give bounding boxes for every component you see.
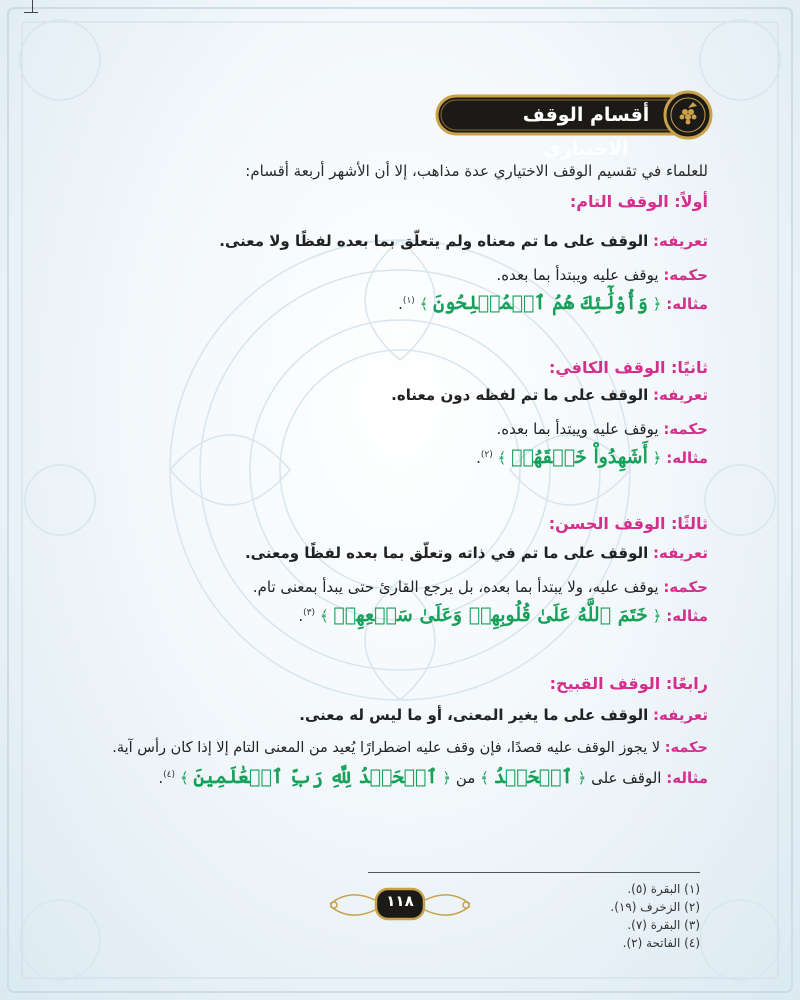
definition-text: الوقف على ما تم لفظه دون معناه. [391,386,649,404]
quran-verse: خَتَمَ ٱللَّهُ عَلَىٰ قُلُوبِهِمۡ وَعَلَىٰ سَمۡعِهِمۡ [333,604,648,626]
definition-label: تعريفه: [653,232,708,250]
ruling-text: لا يجوز الوقف عليه قصدًا، فإن وقف عليه اضطرارًا يُعيد من المعنى التام إلا إذا كان رأس آية. [112,740,661,756]
ruling-text: يوقف عليه ويبتدأ بما بعده. [496,420,659,438]
footnote-item: (٢) الزخرف (١٩). [610,900,700,914]
section-heading: رابعًا: الوقف القبيح: [549,674,708,693]
footnote-marker: (٤) [163,770,176,780]
title-banner [435,90,730,160]
bracket-close: ﴾ [319,607,329,625]
page-title: أقسام الوقف الاختياري [522,104,650,160]
definition-label: تعريفه: [653,706,708,724]
definition-text: الوقف على ما تم معناه ولم يتعلّق بما بعده لفظًا ولا معنى. [219,232,649,250]
ruling-line [253,578,708,596]
crop-mark [32,0,33,12]
intro-paragraph: للعلماء في تقسيم الوقف الاختياري عدة مذاهب، إلا أن الأشهر أربعة أقسام: [245,162,708,180]
bracket-close: ﴾ [480,769,489,787]
page-number-ornament [320,880,480,930]
footnote-marker: (٣) [303,608,316,618]
definition-line [299,706,708,724]
definition-line [219,232,708,250]
section-heading: ثانيًا: الوقف الكافي: [548,358,708,377]
ruling-text: يوقف عليه، ولا يبتدأ بما بعده، بل يرجع القارئ حتى يبدأ بمعنى تام. [252,578,659,596]
section-heading: أولاً: الوقف التام: [569,192,708,211]
footnote-item: (٣) البقرة (٧). [627,918,700,932]
footnote-divider [368,872,700,873]
footnote-marker: (٢) [480,450,493,460]
example-line: مثاله: ﴿ وَأُوْلَٰٓئِكَ هُمُ ٱلۡمُفۡلِحُونَ ﴾ $^{(١)}$. [398,292,708,314]
ruling-line [497,266,709,284]
example-label: مثاله: [666,449,708,467]
ruling-line [497,420,709,438]
ruling-label: حكمه: [664,740,708,756]
example-line: مثاله: الوقف على ﴿ ٱلۡحَمۡدُ ﴾ من ﴿ ٱلۡحَمۡدُ لِلَّهِ رَبِّ ٱلۡعَٰلَمِينَ ﴾ $^{(٤)}$. [158,766,708,788]
example-label: مثاله: [666,607,708,625]
bracket-close: ﴾ [419,295,429,313]
crop-mark [24,12,38,13]
ruling-text: يوقف عليه ويبتدأ بما بعده. [496,266,659,284]
example-pre-text: الوقف على [591,769,662,787]
quran-verse: وَأُوْلَٰٓئِكَ هُمُ ٱلۡمُفۡلِحُونَ [433,292,648,314]
footnote-item: (١) البقرة (٥). [627,882,700,896]
definition-label: تعريفه: [653,386,708,404]
example-line: مثاله: ﴿ أَشَهِدُواْ خَلۡقَهُمۡ ﴾ $^{(٢)}$. [476,446,708,468]
bracket-open: ﴿ [577,769,587,787]
definition-line [391,386,708,404]
quran-verse: ٱلۡحَمۡدُ لِلَّهِ رَبِّ ٱلۡعَٰلَمِينَ [193,766,438,788]
ruling-label: حكمه: [663,420,708,438]
definition-text: الوقف على ما يغير المعنى، أو ما ليس له معنى. [299,706,649,724]
example-mid-text: من [455,769,476,787]
definition-text: الوقف على ما تم في ذاته وتعلّق بما بعده لفظًا ومعنى. [244,544,649,562]
bracket-open: ﴿ [442,769,452,787]
bracket-close: ﴾ [497,449,507,467]
footnote-marker: (١) [402,296,415,306]
example-label: مثاله: [666,295,708,313]
ruling-label: حكمه: [663,266,708,284]
definition-line [245,544,708,562]
example-label: مثاله: [666,769,708,787]
section-heading: ثالثًا: الوقف الحسن: [548,514,708,533]
footnote-item: (٤) الفاتحة (٢). [622,936,700,950]
quran-verse: ٱلۡحَمۡدُ [493,766,573,788]
page-number: ١١٨ [386,892,414,910]
bracket-open: ﴿ [652,449,662,467]
bracket-close: ﴾ [179,769,189,787]
ruling-label: حكمه: [663,578,708,596]
example-line: مثاله: ﴿ خَتَمَ ٱللَّهُ عَلَىٰ قُلُوبِهِمۡ وَعَلَىٰ سَمۡعِهِمۡ ﴾ $^{(٣)}$. [298,604,708,626]
bracket-open: ﴿ [652,607,662,625]
bracket-open: ﴿ [652,295,662,313]
definition-label: تعريفه: [653,544,708,562]
ruling-line [112,740,708,756]
quran-verse: أَشَهِدُواْ خَلۡقَهُمۡ [511,446,648,468]
